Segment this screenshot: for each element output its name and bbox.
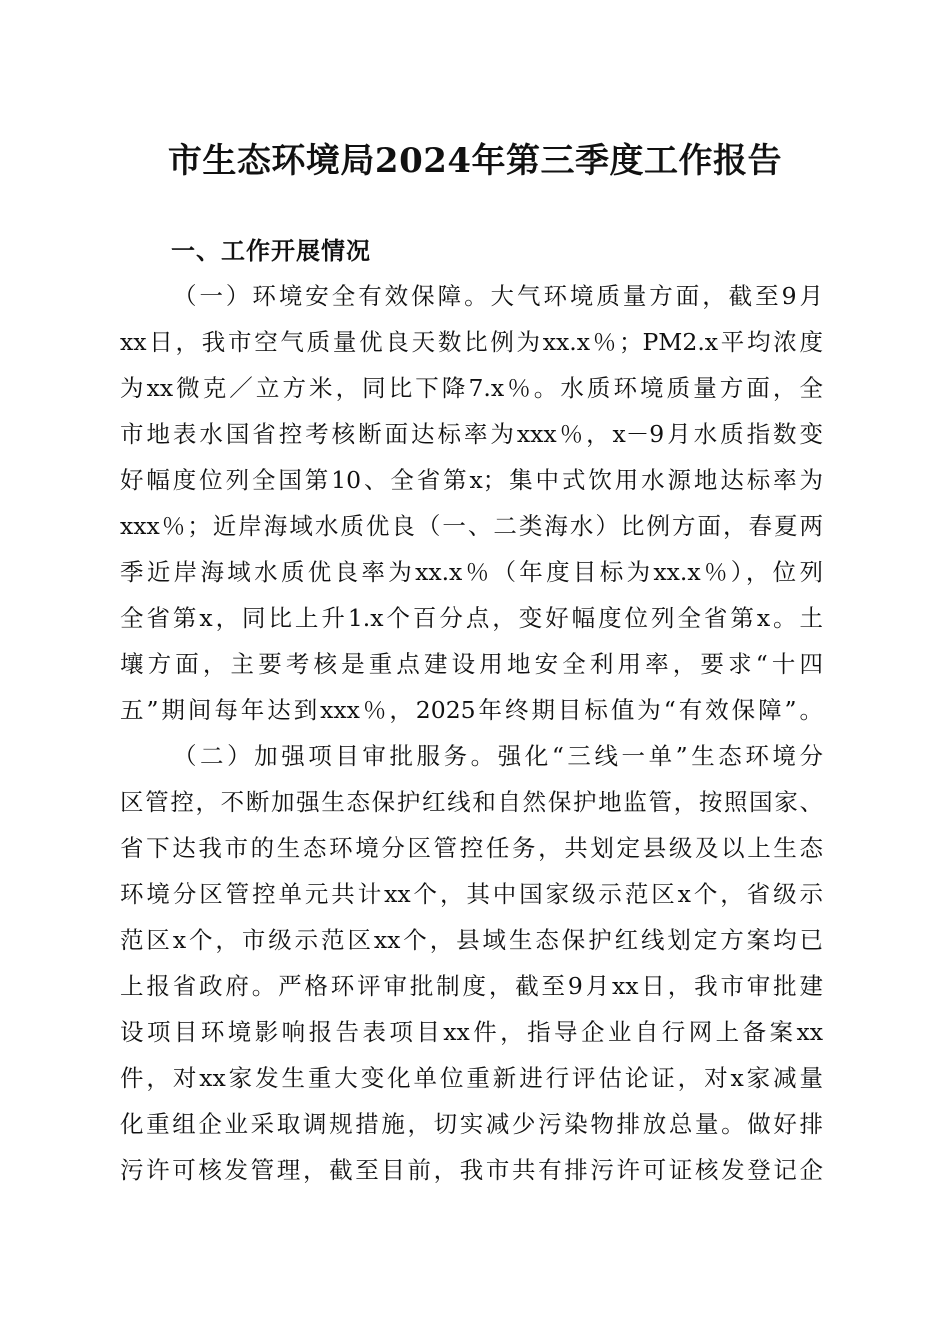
paragraph-line: 区管控，不断加强生态保护红线和自然保护地监管，按照国家、 — [120, 788, 823, 816]
paragraph-line: 好幅度位列全国第10、全省第x；集中式饮用水源地达标率为 — [120, 466, 823, 494]
paragraph-line: xxx％；近岸海域水质优良（一、二类海水）比例方面，春夏两 — [120, 512, 823, 540]
document-title: 市生态环境局2024年第三季度工作报告 — [167, 141, 783, 181]
paragraph-line: 为xx微克／立方米，同比下降7.x％。水质环境质量方面，全 — [120, 374, 823, 402]
paragraph-line: 环境分区管控单元共计xx个，其中国家级示范区x个，省级示 — [120, 880, 823, 908]
paragraph-line: 件，对xx家发生重大变化单位重新进行评估论证，对x家减量 — [120, 1064, 823, 1092]
paragraph-line: 设项目环境影响报告表项目xx件，指导企业自行网上备案xx — [120, 1018, 823, 1046]
paragraph-line: 上报省政府。严格环评审批制度，截至9月xx日，我市审批建 — [120, 972, 823, 1000]
paragraph-line: （二）加强项目审批服务。强化“三线一单”生态环境分 — [173, 742, 823, 770]
paragraph-line: 季近岸海域水质优良率为xx.x％（年度目标为xx.x％），位列 — [120, 558, 823, 586]
paragraph-line: 壤方面，主要考核是重点建设用地安全利用率，要求“十四 — [120, 650, 823, 678]
paragraph-line: 化重组企业采取调规措施，切实减少污染物排放总量。做好排 — [120, 1110, 823, 1138]
paragraph-line: 市地表水国省控考核断面达标率为xxx％，x－9月水质指数变 — [120, 420, 823, 448]
paragraph-line: 全省第x，同比上升1.x个百分点，变好幅度位列全省第x。土 — [120, 604, 823, 632]
paragraph-line: 五”期间每年达到xxx％，2025年终期目标值为“有效保障”。 — [120, 696, 823, 724]
paragraph-line: 省下达我市的生态环境分区管控任务，共划定县级及以上生态 — [120, 834, 823, 862]
paragraph-line: xx日，我市空气质量优良天数比例为xx.x％；PM2.x平均浓度 — [120, 328, 823, 356]
paragraph-line: 污许可核发管理，截至目前，我市共有排污许可证核发登记企 — [120, 1156, 823, 1184]
paragraph-line: 范区x个，市级示范区xx个，县域生态保护红线划定方案均已 — [120, 926, 823, 954]
section-heading: 一、工作开展情况 — [171, 237, 371, 265]
paragraph-line: （一）环境安全有效保障。大气环境质量方面，截至9月 — [173, 282, 823, 310]
